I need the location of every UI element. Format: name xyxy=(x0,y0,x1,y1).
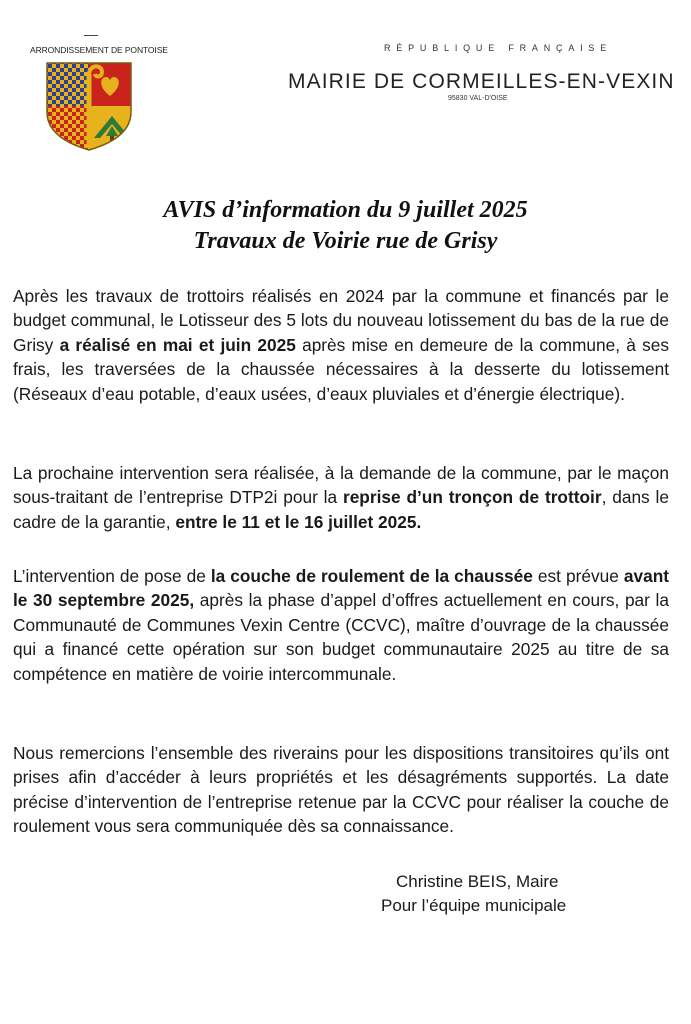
body-text: La prochaine intervention sera réalisée, à la demande de la commune, par le maçon sous-traitant de l’entreprise DTP2i pour la xyxy=(13,463,669,508)
paragraph-thanks xyxy=(13,741,669,839)
emphasis-text: a réalisé en mai et juin 2025 xyxy=(59,334,296,355)
postal-code-label: 95830 VAL-D'OISE xyxy=(448,95,508,102)
mairie-name: MAIRIE DE CORMEILLES-EN-VEXIN xyxy=(288,70,675,93)
paragraph-works-done xyxy=(13,284,669,406)
body-text: après la phase d’appel d’offres actuellement en cours, par la Communauté de Communes Vexin Centre (CCVC), maître d’ouvrage de la chaussée qui a financé cette opération sur son budget communautaire 2025 au titre de sa compétence en matière de voirie intercommunale. xyxy=(13,590,670,684)
emphasis-text: entre le 11 et le 16 juillet 2025. xyxy=(175,511,422,532)
paragraph-road-surface xyxy=(13,564,669,686)
notice-subtitle: Travaux de Voirie rue de Grisy xyxy=(193,228,498,254)
paragraph-next-intervention xyxy=(13,461,669,534)
emphasis-text: la couche de roulement de la chaussée xyxy=(210,566,533,586)
notice-title: AVIS d’information du 9 juillet 2025 xyxy=(163,197,528,223)
emphasis-text: reprise d’un tronçon de trottoir xyxy=(342,487,602,508)
body-text: Nous remercions l’ensemble des riverains pour les dispositions transitoires qu’ils ont prises afin d’accéder à leurs propriétés et les désagréments supportés. La date précise d’intervention de l’entreprise retenue par la CCVC pour réaliser la couche de roulement vous sera communiquée dès sa connaissance. xyxy=(13,743,669,837)
body-text: Après les travaux de trottoirs réalisés en 2024 par la commune et financés par le budget communal, le Lotisseur des 5 lots du nouveau lotissement du bas de la rue de Grisy xyxy=(13,286,669,355)
body-text: est prévue xyxy=(532,566,624,586)
body-text: , dans le cadre de la garantie, xyxy=(13,487,669,532)
arrondissement-label: ARRONDISSEMENT DE PONTOISE xyxy=(30,45,168,55)
coat-of-arms-icon xyxy=(44,60,134,152)
top-divider xyxy=(84,35,98,36)
emphasis-text: avant le 30 septembre 2025, xyxy=(13,566,670,611)
republique-francaise-label: RÉPUBLIQUE FRANÇAISE xyxy=(384,43,613,53)
signature-team: Pour l’équipe municipale xyxy=(381,896,567,915)
body-text: L’intervention de pose de xyxy=(13,566,211,586)
body-text: après mise en demeure de la commune, à ses frais, les traversées de la chaussée nécessaires à la desserte du lotissement (Réseaux d’eau potable, d’eaux usées, d’eaux pluviales et d’énergie électrique). xyxy=(13,334,669,404)
signature-name: Christine BEIS, Maire xyxy=(396,872,559,891)
